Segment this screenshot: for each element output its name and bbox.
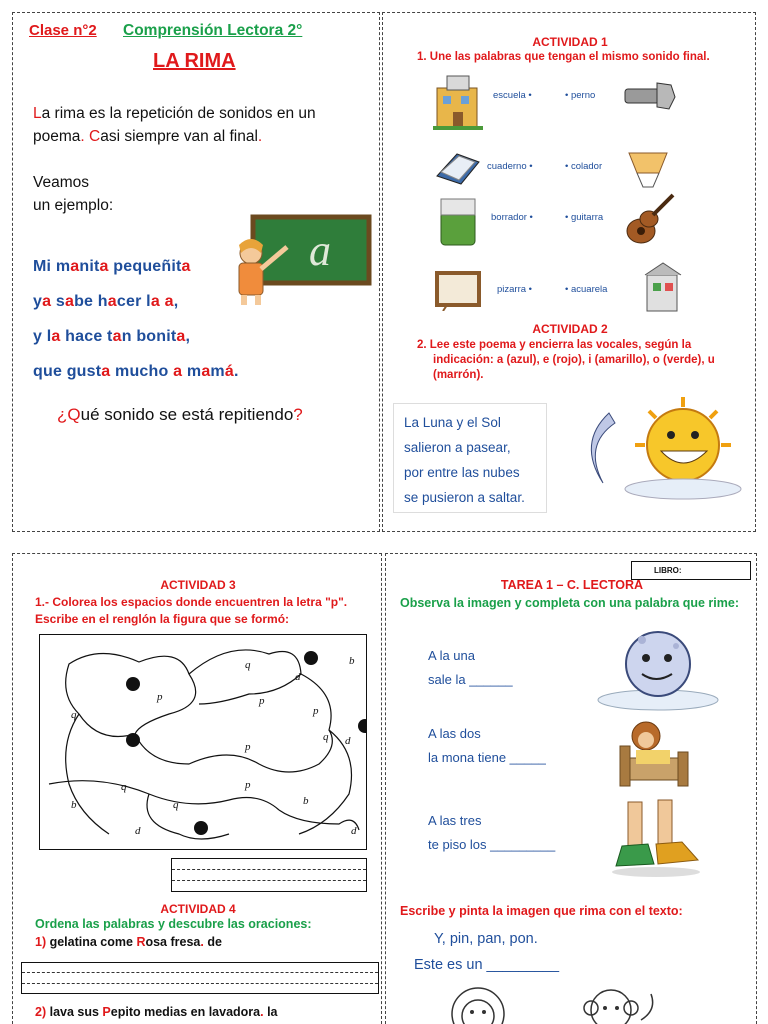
activity-4-heading: ACTIVIDAD 4 (160, 902, 236, 916)
answer-writing-lines[interactable] (171, 858, 367, 892)
course-label: Comprensión Lectora 2° (123, 22, 303, 39)
poem-line: ya sabe hacer la a, (33, 293, 179, 310)
activity-2-heading: ACTIVIDAD 2 (532, 322, 608, 336)
lion-outline-drawing[interactable] (436, 980, 526, 1024)
paint-set-icon (641, 259, 687, 315)
draw-instruction: Escribe y pinta la imagen que rima con el texto: (400, 904, 683, 918)
colander-icon (623, 139, 673, 191)
panel-activities-1-2 (382, 12, 756, 532)
match-left-word[interactable]: borrador • (491, 212, 533, 223)
panel-homework (385, 553, 757, 1024)
puzzle-letter: b (71, 799, 77, 811)
example-poem (33, 249, 239, 389)
match-right-word[interactable]: • acuarela (565, 284, 608, 295)
activity-3-instruction: 1.- Colorea los espacios donde encuentren la letra "p". Escribe en el renglón la figura que se formó: (35, 595, 348, 626)
match-right-word[interactable]: • guitarra (565, 212, 604, 223)
puzzle-letter: d (345, 735, 351, 747)
poem-line: que gusta mucho a mamá. (33, 363, 239, 380)
sentence-1: 1) gelatina come Rosa fresa. de (35, 935, 222, 949)
panel-activities-3-4 (12, 553, 382, 1024)
activity-3-heading: ACTIVIDAD 3 (160, 578, 236, 592)
puzzle-letter: p (245, 779, 251, 791)
book-label: LIBRO: (631, 561, 751, 580)
activity-4-instruction: Ordena las palabras y descubre las oraciones: (35, 917, 312, 931)
moon-face-illustration (596, 624, 726, 714)
stanza-3: A las tres te piso los _________ (428, 813, 556, 852)
puzzle-letter: p (245, 741, 251, 753)
sentence-2: 2) lava sus Pepito medias en lavadora. la (35, 1005, 278, 1019)
stanza-2: A las dos la mona tiene _____ (428, 726, 546, 765)
match-right-word[interactable]: • colador (565, 161, 603, 172)
puzzle-letter: p (259, 695, 265, 707)
puzzle-letter: b (349, 655, 355, 667)
class-label: Clase n°2 (29, 22, 97, 39)
puzzle-letter: q (245, 659, 251, 671)
moon-sun-poem: La Luna y el Sol salieron a pasear, por entre las nubes se pusieron a saltar. (393, 403, 547, 513)
notebook-icon (433, 146, 483, 186)
rhyme-line-1: Y, pin, pan, pon. (434, 931, 538, 947)
puzzle-letter: p (313, 705, 319, 717)
match-left-word[interactable]: pizarra • (497, 284, 533, 295)
stanza-1: A la una sale la ______ (428, 648, 513, 687)
page-title: LA RIMA (153, 50, 236, 72)
rhyme-definition: La rima es la repetición de sonidos en un poema. Casi siempre van al final. (33, 105, 316, 145)
match-right-word[interactable]: • perno (565, 90, 596, 101)
svg-text:a: a (309, 226, 331, 275)
match-left-word[interactable]: cuaderno • (487, 161, 533, 172)
puzzle-letter: q (323, 731, 329, 743)
puzzle-letter: b (303, 795, 309, 807)
guitar-icon (621, 189, 677, 249)
example-intro: Veamos un ejemplo: (33, 174, 114, 214)
puzzle-letter: p (157, 691, 163, 703)
puzzle-letter: q (121, 781, 127, 793)
puzzle-letter: d (135, 825, 141, 837)
poem-line: y la hace tan bonita, (33, 328, 191, 345)
chalkboard-girl-illustration (225, 213, 373, 305)
monkey-bed-illustration (614, 714, 694, 794)
puzzle-letter: d (351, 825, 357, 837)
bolt-icon (621, 75, 677, 119)
moon-and-sun-illustration (573, 393, 753, 503)
puzzle-letter: d (295, 671, 301, 683)
question-text: ¿Qué sonido se está repitiendo? (57, 405, 303, 424)
rhyme-line-2: Este es un _________ (414, 957, 560, 973)
activity-2-instruction: 2. Lee este poema y encierra las vocales, según la indicación: a (azul), e (rojo), i (amarillo), o (verde), u (marrón). (417, 339, 715, 381)
puzzle-letter: q (173, 799, 179, 811)
match-left-word[interactable]: escuela • (493, 90, 532, 101)
homework-instruction: Observa la imagen y completa con una palabra que rime: (400, 596, 740, 610)
feet-shoes-illustration (608, 794, 704, 878)
eraser-icon (435, 193, 481, 247)
blackboard-icon (433, 265, 485, 311)
activity-1-heading: ACTIVIDAD 1 (532, 35, 608, 49)
school-icon (433, 70, 483, 130)
puzzle-letter: q (71, 709, 77, 721)
panel-theory (12, 12, 380, 532)
monkey-outline-drawing[interactable] (581, 980, 661, 1024)
homework-title: TAREA 1 – C. LECTORA (500, 578, 644, 592)
hidden-figure-puzzle[interactable] (39, 634, 367, 850)
sentence-1-answer-line[interactable] (21, 962, 379, 994)
poem-line: Mi manita pequeñita (33, 258, 191, 275)
activity-1-instruction: 1. Une las palabras que tengan el mismo sonido final. (417, 51, 710, 63)
